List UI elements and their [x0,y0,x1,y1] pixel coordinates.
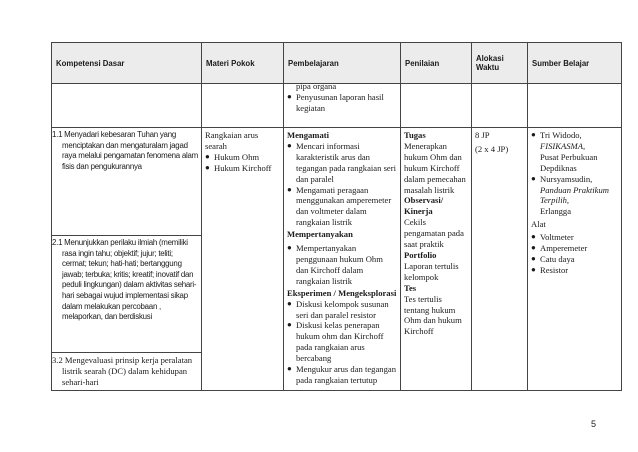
header-penilaian: Penilaian [401,43,472,84]
continuation-row [52,84,622,128]
header-alokasi: Alokasi Waktu [472,43,528,84]
kd-2: 2.1 Menunjukkan perilaku ilmiah (memiliki rasa ingin tahu; objektif; jujur; teliti; cermat; tekun; hati-hati; bertanggung jawab; terbuka; kritis; kreatif; inovatif dan peduli lingkungan) dalam aktivitas sehari-hari sebagai wujud implementasi sikap dalam melakukan percobaan , melaporkan, dan berdiskusi [52,238,197,322]
kd-cell [52,128,202,236]
continuation-cell: pipa organa ● Penyusunan laporan hasil kegiatan [284,84,401,128]
alokasi-detail: (2 x 4 JP) [475,143,509,154]
list-item: ● Amperemeter [531,243,588,254]
list-item: ● Mengamati peragaan menggunakan amperemeter dan voltmeter dalam rangkaian listrik [287,184,392,228]
page-number: 5 [591,419,597,429]
list-item: ● Mempertanyakan penggunaan hukum Ohm dan Kirchoff dalam rangkaian listrik [287,243,383,286]
heading-portfolio: Portfolio [404,249,437,260]
heading-tugas: Tugas [404,130,426,140]
heading-eksperimen: Eksperimen / Mengeksplorasi [287,287,397,298]
list-item: ● Mencari informasi karakteristik arus dan tegangan pada rangkaian seri dan paralel [287,140,396,184]
list-item: ● Mengukur arus dan tegangan pada rangkaian tertutup [287,364,396,385]
header-pembelajaran: Pembelajaran [284,43,401,84]
list-item: ● Tri Widodo, [531,130,582,140]
alat-label: Alat [531,219,546,230]
list-item: ● Hukum Ohm [205,151,260,162]
kd-cell [52,236,202,353]
syllabus-table [51,42,622,391]
kd-3: 3.2 Mengevaluasi prinsip kerja peralatan listrik searah (DC) dalam kehidupan sehari-hari [52,355,193,387]
list-item: ● Diskusi kelas penerapan hukum ohm dan Kirchoff pada rangkaian arus bercabang [287,320,384,364]
list-item: ● Penyusunan laporan hasil [287,91,384,102]
sumber-cell: ● Tri Widodo, FISIKASMA, Pusat Perbukuan Depdiknas ● Nursyamsudin, Panduan Praktikum Terpilih, Erlangga Alat ● Voltmeter ● Amperemeter ● Catu daya ● Resistor [528,128,622,391]
kd-1: 1.1 Menyadari kebesaran Tuhan yang menciptakan dan mengaturalam jagad raya melalui pengamatan fenomena alam fisis dan pengukurannya [52,130,198,171]
pembelajaran-cell [284,128,401,391]
list-item: ● Hukum Kirchoff [205,162,272,173]
list-item: ● Voltmeter [531,232,574,243]
penilaian-cell: Tugas Menerapkan hukum Ohm dan hukum Kirchoff dalam pemecahan masalah listrik Observasi/ Kinerja Cekils pengamatan pada saat praktik Portfolio Laporan tertulis kelompok Tes Tes tertulis tentang hukum Ohm dan hukum Kirchoff [401,128,472,391]
list-item: ● Resistor [531,264,569,275]
list-item: ● Nursyamsudin, [531,173,593,184]
table-row [52,128,622,236]
kd-cell [52,353,202,391]
heading-observasi: Observasi/ Kinerja [404,195,444,217]
heading-mempertanyakan: Mempertanyakan [287,229,353,240]
materi-title: Rangkaian arus searah [205,130,259,151]
heading-tes: Tes [404,282,417,293]
continuation-text: pipa organa [296,81,337,91]
alokasi-cell [472,128,528,391]
header-row [52,43,622,84]
header-materi: Materi Pokok [202,43,284,84]
list-item: ● Catu daya [531,253,575,264]
alokasi-jp: 8 JP [475,130,490,140]
list-item: ● Diskusi kelompok susunan seri dan paralel resistor [287,298,389,320]
materi-cell [202,128,284,391]
header-sumber: Sumber Belajar [528,43,622,84]
header-kompetensi: Kompetensi Dasar [52,43,202,84]
heading-mengamati: Mengamati [287,130,330,140]
